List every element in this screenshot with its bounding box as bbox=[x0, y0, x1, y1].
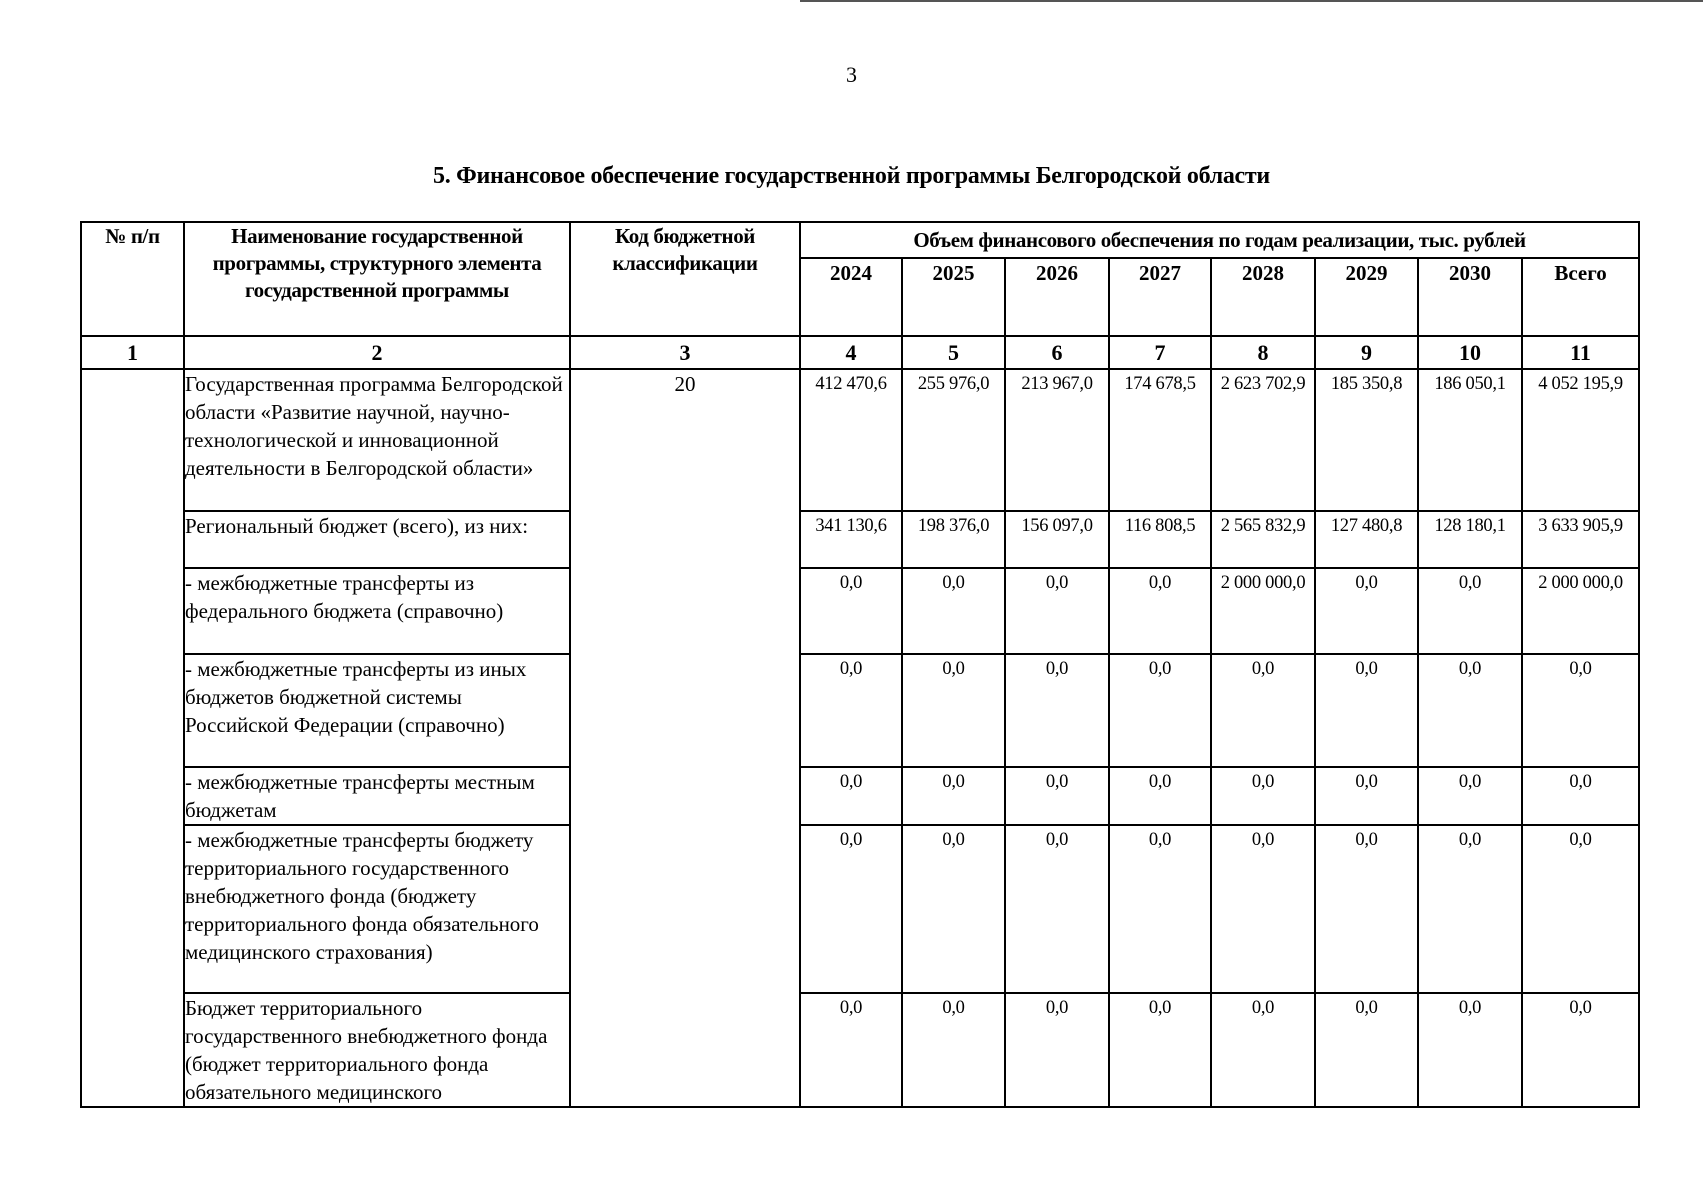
row-name: - межбюджетные трансферты из иных бюджетов бюджетной системы Российской Федерации (справочно) bbox=[184, 654, 570, 767]
table-row bbox=[81, 993, 1639, 1107]
table-row bbox=[81, 767, 1639, 825]
value-total: 0,0 bbox=[1522, 767, 1639, 825]
page-number: 3 bbox=[846, 62, 857, 87]
financing-table bbox=[80, 221, 1640, 1108]
value-2029: 0,0 bbox=[1315, 767, 1418, 825]
value-2025: 0,0 bbox=[902, 767, 1005, 825]
table-row bbox=[81, 568, 1639, 654]
value-2024: 0,0 bbox=[800, 825, 902, 993]
header-year: 2030 bbox=[1418, 258, 1522, 336]
column-number: 8 bbox=[1211, 336, 1315, 369]
value-2025: 255 976,0 bbox=[902, 369, 1005, 511]
value-2029: 185 350,8 bbox=[1315, 369, 1418, 511]
column-number-row bbox=[81, 336, 1639, 369]
value-2029: 0,0 bbox=[1315, 993, 1418, 1107]
value-2026: 0,0 bbox=[1005, 568, 1109, 654]
value-total: 0,0 bbox=[1522, 654, 1639, 767]
value-2026: 0,0 bbox=[1005, 993, 1109, 1107]
header-year: 2027 bbox=[1109, 258, 1211, 336]
value-2029: 0,0 bbox=[1315, 825, 1418, 993]
value-total: 0,0 bbox=[1522, 825, 1639, 993]
value-2029: 0,0 bbox=[1315, 654, 1418, 767]
header-year: 2024 bbox=[800, 258, 902, 336]
table-row bbox=[81, 369, 1639, 511]
row-num-cell bbox=[81, 369, 184, 1107]
value-2029: 127 480,8 bbox=[1315, 511, 1418, 568]
column-number: 10 bbox=[1418, 336, 1522, 369]
value-2027: 0,0 bbox=[1109, 993, 1211, 1107]
value-2025: 0,0 bbox=[902, 568, 1005, 654]
header-year: 2028 bbox=[1211, 258, 1315, 336]
table-row bbox=[81, 825, 1639, 993]
value-2028: 0,0 bbox=[1211, 825, 1315, 993]
table-row bbox=[81, 654, 1639, 767]
value-2024: 0,0 bbox=[800, 654, 902, 767]
value-2025: 0,0 bbox=[902, 825, 1005, 993]
scan-edge-line bbox=[800, 0, 1703, 2]
value-2028: 0,0 bbox=[1211, 993, 1315, 1107]
column-number: 1 bbox=[81, 336, 184, 369]
row-name: - межбюджетные трансферты местным бюджетам bbox=[184, 767, 570, 825]
row-name: Региональный бюджет (всего), из них: bbox=[184, 511, 570, 568]
value-total: 0,0 bbox=[1522, 993, 1639, 1107]
column-number: 9 bbox=[1315, 336, 1418, 369]
row-name: - межбюджетные трансферты бюджету территориального государственного внебюджетного фонда (бюджету территориального фонда обязательного медицинского страхования) bbox=[184, 825, 570, 993]
column-number: 6 bbox=[1005, 336, 1109, 369]
table-row bbox=[81, 511, 1639, 568]
value-2026: 0,0 bbox=[1005, 825, 1109, 993]
value-2024: 0,0 bbox=[800, 767, 902, 825]
row-name: Бюджет территориального государственного внебюджетного фонда (бюджет территориального фонда обязательного медицинского bbox=[184, 993, 570, 1107]
header-year: 2025 bbox=[902, 258, 1005, 336]
value-2028: 2 000 000,0 bbox=[1211, 568, 1315, 654]
header-name: Наименование государственной программы, структурного элемента государственной программы bbox=[184, 222, 570, 336]
column-number: 3 bbox=[570, 336, 800, 369]
value-2024: 412 470,6 bbox=[800, 369, 902, 511]
header-year: 2029 bbox=[1315, 258, 1418, 336]
value-2030: 128 180,1 bbox=[1418, 511, 1522, 568]
section-title: 5. Финансовое обеспечение государственной программы Белгородской области bbox=[433, 163, 1270, 189]
value-2027: 0,0 bbox=[1109, 825, 1211, 993]
value-2026: 156 097,0 bbox=[1005, 511, 1109, 568]
column-number: 7 bbox=[1109, 336, 1211, 369]
value-2030: 0,0 bbox=[1418, 767, 1522, 825]
value-2027: 116 808,5 bbox=[1109, 511, 1211, 568]
value-2024: 341 130,6 bbox=[800, 511, 902, 568]
value-2030: 0,0 bbox=[1418, 993, 1522, 1107]
value-2029: 0,0 bbox=[1315, 568, 1418, 654]
value-total: 2 000 000,0 bbox=[1522, 568, 1639, 654]
value-2026: 0,0 bbox=[1005, 767, 1109, 825]
header-year: 2026 bbox=[1005, 258, 1109, 336]
header-volume: Объем финансового обеспечения по годам реализации, тыс. рублей bbox=[800, 222, 1639, 258]
value-2027: 0,0 bbox=[1109, 568, 1211, 654]
value-2027: 0,0 bbox=[1109, 654, 1211, 767]
value-2028: 0,0 bbox=[1211, 767, 1315, 825]
value-2025: 0,0 bbox=[902, 654, 1005, 767]
header-code: Код бюджетной классификации bbox=[570, 222, 800, 336]
value-2024: 0,0 bbox=[800, 568, 902, 654]
value-2030: 0,0 bbox=[1418, 654, 1522, 767]
value-2026: 213 967,0 bbox=[1005, 369, 1109, 511]
value-2028: 2 565 832,9 bbox=[1211, 511, 1315, 568]
value-total: 4 052 195,9 bbox=[1522, 369, 1639, 511]
row-name: Государственная программа Белгородской области «Развитие научной, научно-технологической и инновационной деятельности в Белгородской области» bbox=[184, 369, 570, 511]
value-2028: 0,0 bbox=[1211, 654, 1315, 767]
value-2030: 0,0 bbox=[1418, 568, 1522, 654]
row-name: - межбюджетные трансферты из федерального бюджета (справочно) bbox=[184, 568, 570, 654]
header-row-1 bbox=[81, 222, 1639, 258]
value-2026: 0,0 bbox=[1005, 654, 1109, 767]
value-2030: 186 050,1 bbox=[1418, 369, 1522, 511]
header-total: Всего bbox=[1522, 258, 1639, 336]
value-total: 3 633 905,9 bbox=[1522, 511, 1639, 568]
value-2025: 198 376,0 bbox=[902, 511, 1005, 568]
column-number: 4 bbox=[800, 336, 902, 369]
value-2028: 2 623 702,9 bbox=[1211, 369, 1315, 511]
column-number: 5 bbox=[902, 336, 1005, 369]
value-2025: 0,0 bbox=[902, 993, 1005, 1107]
column-number: 2 bbox=[184, 336, 570, 369]
column-number: 11 bbox=[1522, 336, 1639, 369]
value-2030: 0,0 bbox=[1418, 825, 1522, 993]
row-code: 20 bbox=[570, 369, 800, 1107]
value-2027: 0,0 bbox=[1109, 767, 1211, 825]
value-2024: 0,0 bbox=[800, 993, 902, 1107]
header-num: № п/п bbox=[81, 222, 184, 336]
value-2027: 174 678,5 bbox=[1109, 369, 1211, 511]
